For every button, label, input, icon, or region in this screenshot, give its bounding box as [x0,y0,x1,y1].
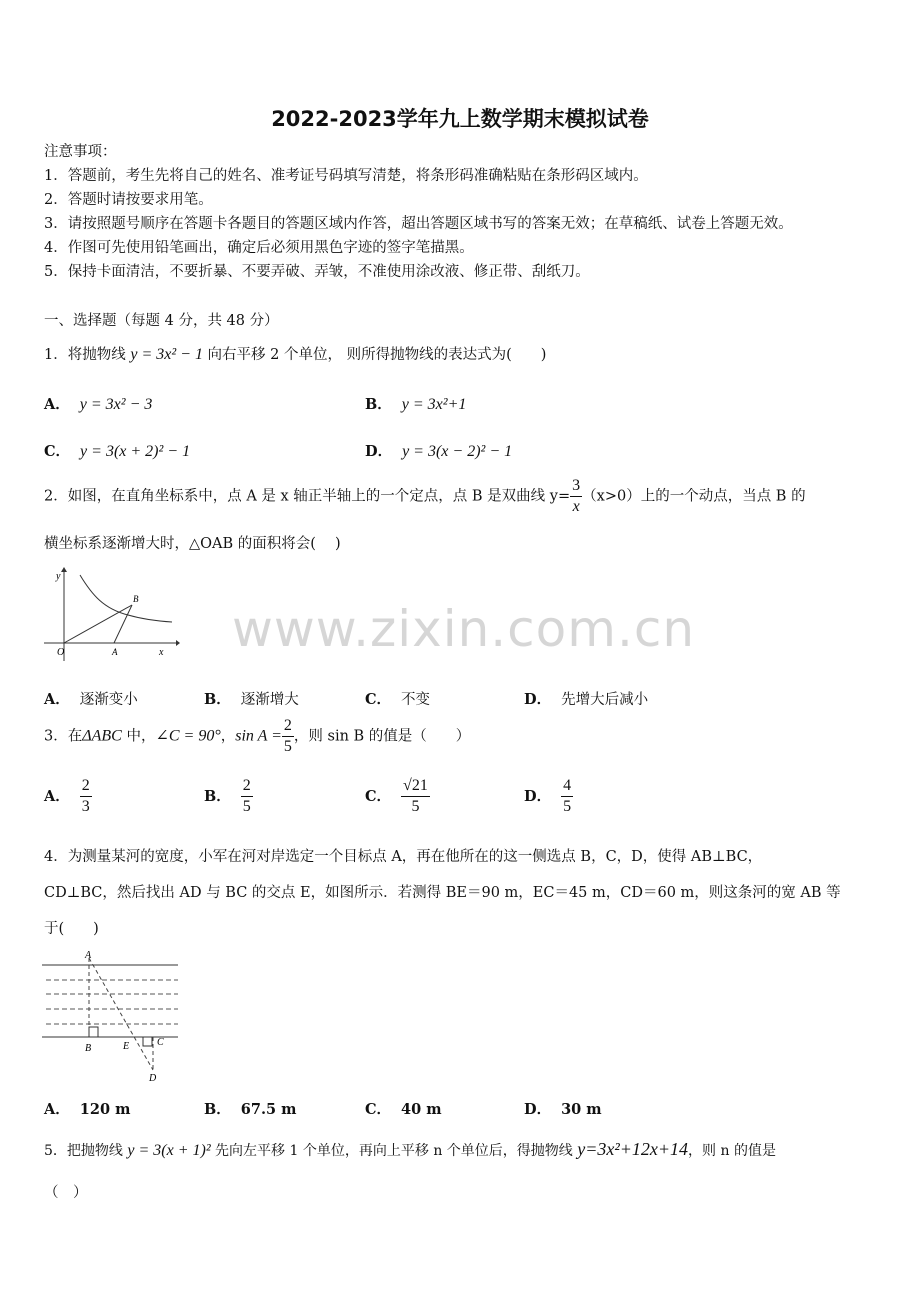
label-x: x [159,647,164,658]
q3-fraction [282,716,294,757]
q4-option-b[interactable] [204,1098,296,1119]
hyperbola-figure [44,565,180,663]
option-text: 先增大后减小 [561,692,649,708]
option-fraction [561,776,573,817]
right-angle-c [143,1037,152,1046]
option-text: y = 3x²+1 [401,396,467,413]
fraction-numerator: 2 [282,716,294,737]
option-label: D． [365,443,393,460]
q2-text-a: 2．如图，在直角坐标系中，点 A 是 x 轴正半轴上的一个定点，点 B 是双曲线 y= [44,488,571,505]
option-text: 67.5 m [240,1101,297,1118]
fraction-denominator: x [572,498,580,515]
page-title: 2022-2023学年九上数学期末模拟试卷 [271,107,649,131]
q3-option-d[interactable] [524,776,573,817]
option-text: y = 3(x − 2)² − 1 [402,443,513,460]
q1-prefix: 1．将抛物线 [44,347,131,363]
question-4-line-2: CD⊥BC，然后找出 AD 与 BC 的交点 E，如图所示．若测得 BE＝90 m，EC＝45 m，CD＝60 m，则这条河的宽 AB 等 [44,885,841,901]
segment-ob [64,605,132,643]
option-label: D． [524,691,552,708]
q3-option-b[interactable] [204,776,253,817]
q3-option-c[interactable] [365,776,430,817]
label-b: B [133,594,139,604]
q3-sin: sin A = [235,727,282,745]
option-label: A． [44,691,70,708]
q3-mid-1: 中， [121,728,156,745]
q2-option-d[interactable] [524,688,648,709]
option-text: 120 m [79,1101,131,1118]
q3-suffix: ，则 sin B 的值是（ ） [293,728,471,745]
option-label: C． [44,443,71,460]
option-text: y = 3x² − 3 [79,396,153,413]
q4-option-a[interactable] [44,1098,130,1119]
notice-heading: 注意事项： [44,144,117,160]
option-label: B． [204,691,231,708]
q1-option-d[interactable] [365,440,512,461]
q3-triangle: ΔABC [82,727,122,745]
option-label: B． [365,396,392,413]
watermark: www.zixin.com.cn [232,600,696,658]
fraction-denominator: 3 [81,798,90,815]
label-b: B [85,1043,92,1054]
label-d: D [149,1073,157,1084]
q2-option-a[interactable] [44,688,138,709]
option-text: 40 m [401,1101,442,1118]
q1-expression: y = 3x² − 1 [130,346,203,363]
q1-suffix: 向右平移 2 个单位， 则所得抛物线的表达式为( ) [202,347,547,363]
fraction-numerator: 4 [561,776,573,797]
right-angle-b [89,1027,98,1037]
option-fraction [241,776,253,817]
option-label: C． [365,787,392,805]
notice-item-2: 2．答题时请按要求用笔。 [44,192,213,208]
q5-expression-2: y=3x²+12x+14 [577,1139,689,1159]
option-text: 不变 [401,692,431,708]
q3-mid-2: ， [220,728,236,745]
q4-option-c[interactable] [365,1098,442,1119]
question-5-line-2: （ ） [44,1185,88,1201]
label-a: A [85,950,92,961]
question-1 [44,343,546,364]
q2-text-b: （x>0）上的一个动点，当点 B 的 [582,488,806,505]
fraction-denominator: 5 [283,738,292,755]
question-4-line-1: 4．为测量某河的宽度，小军在河对岸选定一个目标点 A，再在他所在的这一侧选点 B，C，D，使得 AB⊥BC， [44,849,763,865]
fraction-numerator: 3 [570,476,582,497]
fraction-denominator: 5 [563,798,572,815]
question-2-line-2: 横坐标系逐渐增大时，△OAB 的面积将会( ) [44,536,341,552]
question-5-line-1 [44,1139,776,1160]
segment-ad [89,958,153,1070]
fraction-numerator: 2 [241,776,253,797]
option-text: y = 3(x + 2)² − 1 [80,443,191,460]
label-e: E [123,1041,130,1052]
x-axis-arrow [176,640,180,646]
q1-option-a[interactable] [44,393,152,414]
q3-option-a[interactable] [44,776,92,817]
option-text: 逐渐增大 [240,692,299,708]
q2-option-c[interactable] [365,688,430,709]
fraction-denominator: 5 [242,798,251,815]
q3-prefix: 3．在 [44,728,83,745]
option-fraction [401,776,430,817]
q5-mid: 先向左平移 1 个单位，再向上平移 n 个单位后，得抛物线 [210,1143,578,1159]
q5-suffix: ，则 n 的值是 [688,1143,776,1159]
option-label: A． [44,396,70,413]
q3-angle: ∠C = 90° [155,727,221,745]
q5-expression-1: y = 3(x + 1)² [127,1142,211,1159]
fraction-numerator: 2 [80,776,92,797]
q5-prefix: 5．把抛物线 [44,1143,128,1159]
y-axis-arrow [61,567,67,572]
label-y: y [56,571,61,582]
option-label: D． [524,1101,552,1118]
option-label: C． [365,691,392,708]
q1-option-b[interactable] [365,393,466,414]
question-3 [44,716,470,757]
option-fraction [80,776,92,817]
option-label: D． [524,787,552,805]
fraction-denominator: 5 [411,798,420,815]
option-text: 逐渐变小 [79,692,138,708]
label-c: C [157,1037,164,1048]
hyperbola-curve [80,575,172,622]
notice-item-1: 1．答题前，考生先将自己的姓名、准考证号码填写清楚，将条形码准确粘贴在条形码区域内。 [44,168,648,184]
q2-fraction [570,476,582,517]
q1-option-c[interactable] [44,440,190,461]
q2-option-b[interactable] [204,688,299,709]
option-label: A． [44,1101,70,1118]
notice-item-3: 3．请按照题号顺序在答题卡各题目的答题区域内作答，超出答题区域书写的答案无效；在草稿纸、试卷上答题无效。 [44,216,793,232]
notice-item-5: 5．保持卡面清洁，不要折暴、不要弄破、弄皱，不准使用涂改液、修正带、刮纸刀。 [44,264,590,280]
section-heading: 一、选择题（每题 4 分，共 48 分） [44,313,279,329]
q4-option-d[interactable] [524,1098,602,1119]
fraction-numerator: √21 [401,776,430,797]
option-text: 30 m [561,1101,602,1118]
option-label: B． [204,787,231,805]
option-label: C． [365,1101,392,1118]
label-o: O [57,647,65,658]
option-label: A． [44,787,70,805]
option-label: B． [204,1101,231,1118]
notice-item-4: 4．作图可先使用铅笔画出，确定后必须用黑色字迹的签字笔描黑。 [44,240,474,256]
label-a: A [112,647,118,657]
question-4-line-3: 于( ) [44,921,99,937]
river-figure [42,948,180,1084]
question-2-line-1 [44,476,806,517]
